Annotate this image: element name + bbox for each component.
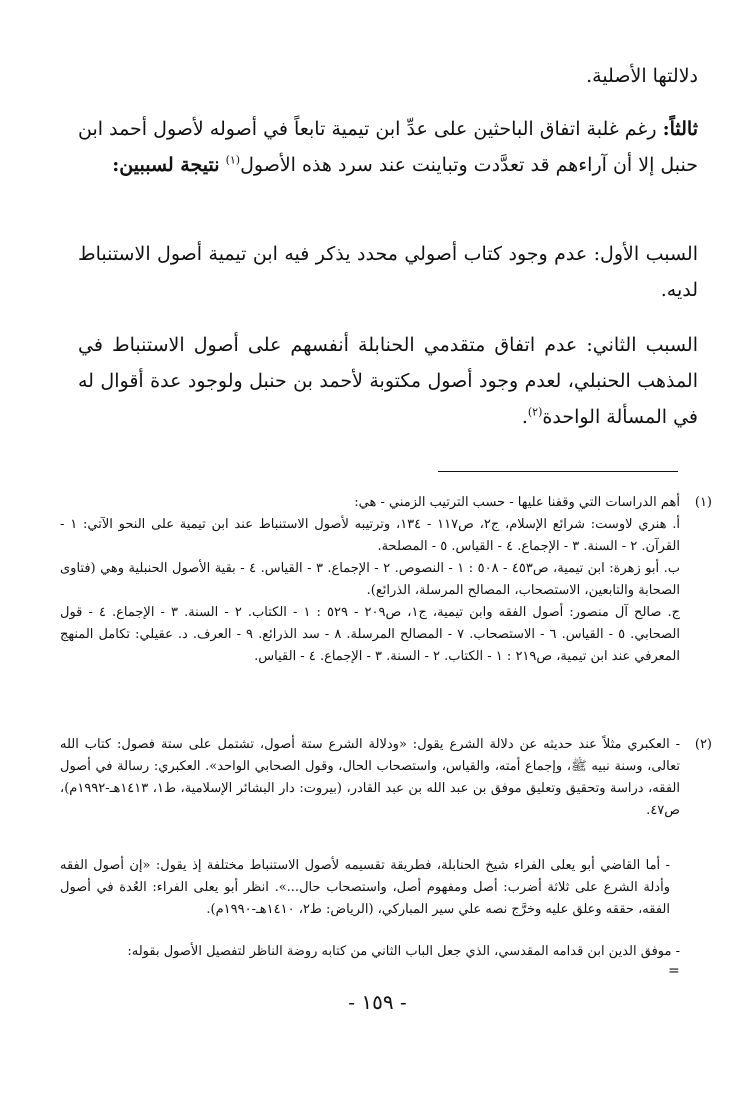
page-number: - ١٥٩ -: [348, 990, 407, 1014]
footnote-abu-yala-text: - أما القاضي أبو يعلى الفراء شيخ الحنابلة، فطريقة تقسيمه لأصول الاستنباط مختلفة إذ يقول: «إن أصول الفقه وأدلة الشرع على ثلاثة أضرب: أصل ومفهوم أصل، واستصحاب حال...». انظر أبو يعلى الفراء: العُدة في أصول الفقه، حققه وعلق عليه وخرَّج نصه علي سير المباركي، (الرياض: ط٢، ١٤١٠هـ-١٩٩٠م).: [60, 858, 670, 917]
thirdly-heading: ثالثاً:: [662, 118, 698, 140]
paragraph-thirdly: [78, 111, 698, 183]
continuation-mark: =: [668, 963, 680, 979]
footnote-2-continued-ibn-qudama: [60, 941, 680, 963]
footnote-ref-1[interactable]: (١): [225, 153, 241, 167]
footnote-ref-2[interactable]: (٢): [527, 405, 543, 419]
thirdly-text: رغم غلبة اتفاق الباحثين على عدِّ ابن تيمية تابعاً في أصوله لأصول أحمد ابن حنبل إلا أن آراءهم قد تعدَّدت وتباينت عند سرد هذه الأصول: [78, 118, 698, 176]
footnote-1: [60, 492, 712, 668]
footnote-1-item-a: أ. هنري لاوست: شرائع الإسلام، ج٢، ص١١٧ - ١٣٤، وترتيبه لأصول الاستنباط عند ابن تيمية على النحو الآتي: ١ - القرآن. ٢ - السنة. ٣ - الإجماع. ٤ - القياس. ٥ - المصلحة.: [60, 517, 680, 554]
intro-text: دلالتها الأصلية.: [586, 65, 698, 87]
footnote-2-continued-abu-yala: [60, 855, 680, 921]
footnote-2-text: - العكبري مثلاً عند حديثه عن دلالة الشرع يقول: «ودلالة الشرع ستة أصول، تشتمل على ستة فصول: كتاب الله تعالى، وسنة نبيه ﷺ، وإجماع أمته، والقياس، واستصحاب الحال، وقول الصحابي الواحد». العكبري: رسالة في أصول الفقه، دراسة وتحقيق وتعليق موفق بن عبد الله بن عبد القادر، (بيروت: دار البشائر الإسلامية، ط١، ١٤١٣هـ-١٩٩٢م)، ص٤٧.: [60, 737, 680, 818]
paragraph-first-reason: [78, 236, 698, 308]
footnote-2: [60, 734, 712, 822]
footnote-1-item-c: ج. صالح آل منصور: أصول الفقه وابن تيمية، ج١، ص٢٠٩ - ٥٢٩ : ١ - الكتاب. ٢ - السنة. ٣ - الإجماع. ٤ - قول الصحابي. ٥ - القياس. ٦ - الاستصحاب. ٧ - المصالح المرسلة. ٨ - سد الذرائع. ٩ - العرف. د. عقيلي: تكامل المنهج المعرفي عند ابن تيمية، ص٢١٩ : ١ - الكتاب. ٢ - السنة. ٣ - الإجماع. ٤ - القياس.: [60, 605, 681, 664]
footnote-1-intro: أهم الدراسات التي وقفنا عليها - حسب الترتيب الزمني - هي:: [354, 495, 680, 510]
thirdly-bold-tail: نتيجة لسببين:: [112, 154, 220, 176]
footnote-1-item-b: ب. أبو زهرة: ابن تيمية، ص٤٥٣ - ٥٠٨ : ١ - النصوص. ٢ - الإجماع. ٣ - القياس. ٤ - بقية الأصول الحنبلية وهي (فتاوى الصحابة والتابعين، الاستصحاب، المصالح المرسلة، الذرائع).: [60, 561, 681, 598]
paragraph-second-reason: [78, 327, 698, 435]
second-reason-text: السبب الثاني: عدم اتفاق متقدمي الحنابلة أنفسهم على أصول الاستنباط في المذهب الحنبلي، لعدم وجود أصول مكتوبة لأحمد بن حنبل ولوجود عدة أقوال له في المسألة الواحدة: [78, 334, 698, 428]
footnote-2-number: (٢): [694, 737, 712, 752]
footnote-1-number: (١): [694, 495, 712, 510]
footnote-separator: [438, 471, 678, 472]
second-reason-end: .: [521, 406, 528, 428]
footnote-ibn-qudama-text: - موفق الدين ابن قدامه المقدسي، الذي جعل الباب الثاني من كتابه روضة الناظر لتفصيل الأصول بقوله:: [127, 944, 680, 959]
paragraph-intro-line: [78, 58, 698, 94]
first-reason-text: السبب الأول: عدم وجود كتاب أصولي محدد يذكر فيه ابن تيمية أصول الاستنباط لديه.: [78, 243, 698, 301]
